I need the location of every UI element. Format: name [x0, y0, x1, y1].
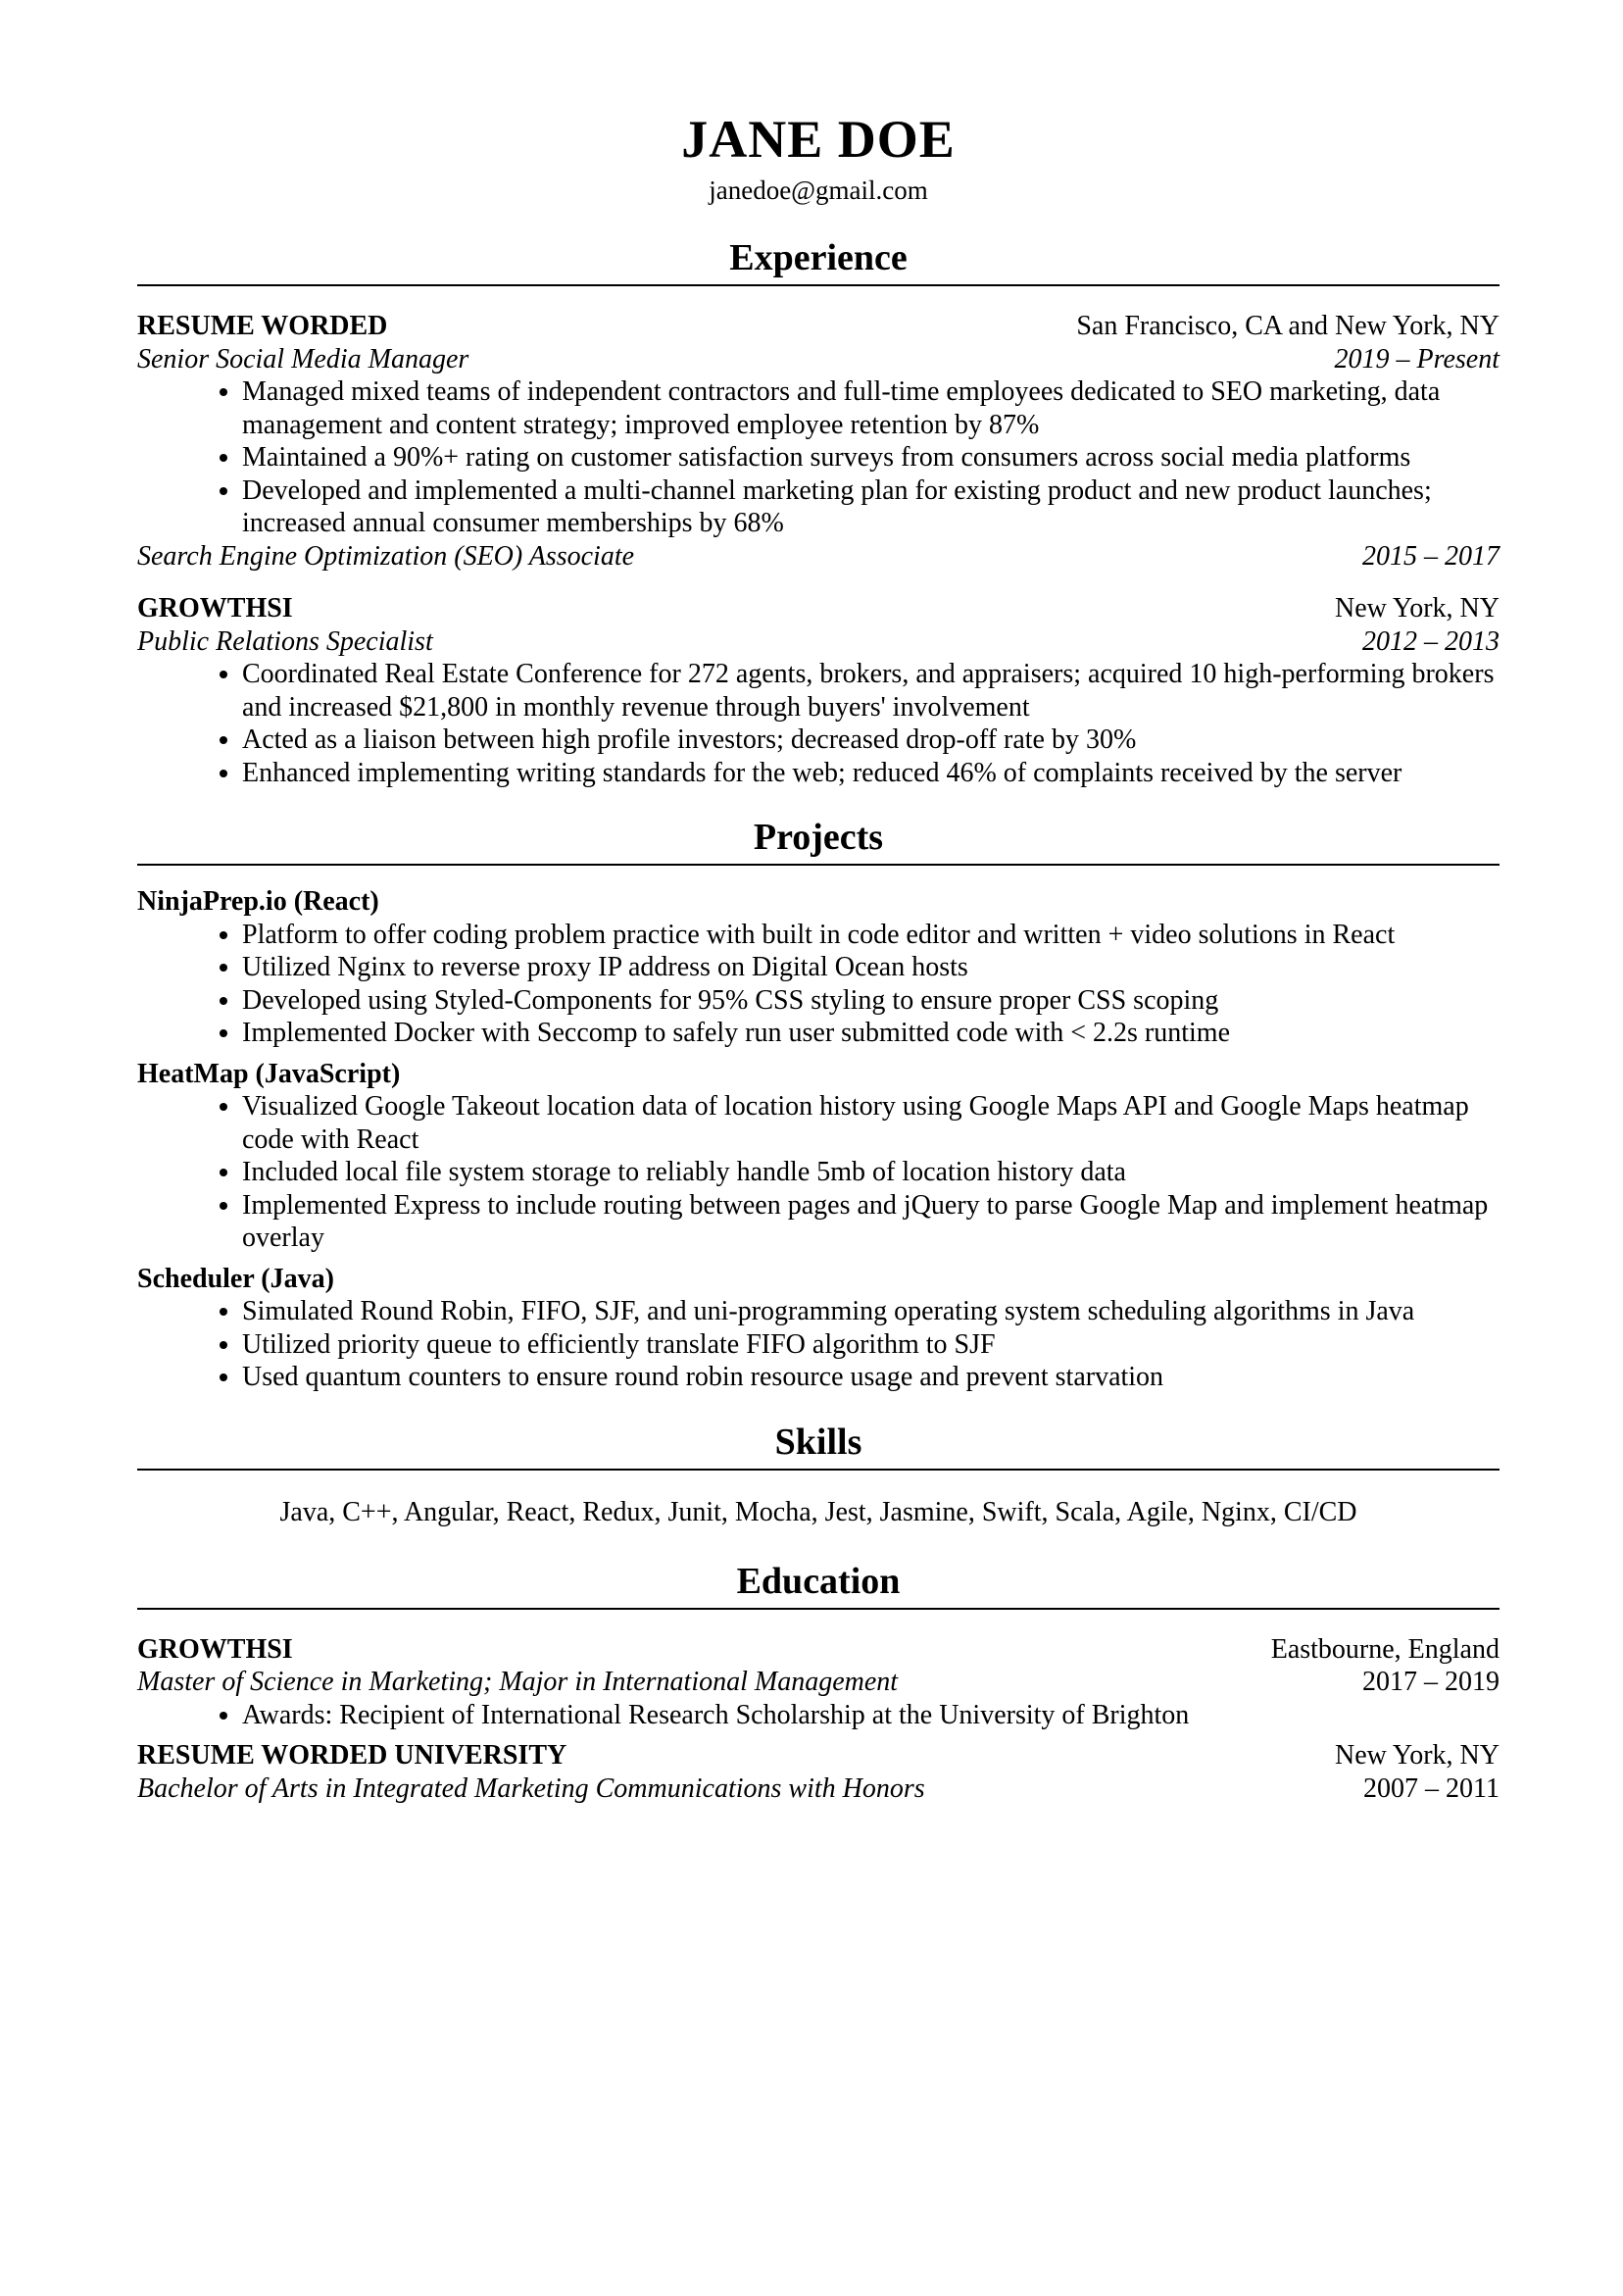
project-name: HeatMap (JavaScript) — [137, 1058, 401, 1089]
resume-name: JANE DOE — [681, 110, 956, 169]
role-title: Search Engine Optimization (SEO) Associate — [137, 540, 635, 572]
bullet-item: • Coordinated Real Estate Conference for 272 agents, brokers, and appraisers; acquired 10 high-performing brokers and increased $21,800 in monthly revenue through buyers' involvement — [242, 658, 1500, 724]
bullet-item: • Enhanced implementing writing standards for the web; reduced 46% of complaints received by the server — [242, 757, 1500, 790]
company-location: San Francisco, CA and New York, NY — [1076, 311, 1500, 341]
company-row — [137, 310, 1500, 343]
contact-email: janedoe@gmail.com — [709, 175, 928, 205]
bullet-item: • Utilized Nginx to reverse proxy IP address on Digital Ocean hosts — [242, 951, 1500, 984]
degree-dates: 2007 – 2011 — [1363, 1772, 1500, 1804]
company-row — [137, 592, 1500, 625]
bullet-item: • Utilized priority queue to efficiently translate FIFO algorithm to SJF — [242, 1328, 1500, 1362]
role-row — [137, 540, 1500, 574]
school-location: New York, NY — [1334, 1740, 1500, 1771]
project-entry-scheduler — [137, 1263, 1500, 1394]
school-name: RESUME WORDED UNIVERSITY — [137, 1740, 567, 1771]
role-bullets — [137, 375, 1500, 540]
section-title-projects: Projects — [137, 815, 1500, 866]
skills-list: Java, C++, Angular, React, Redux, Junit, Mocha, Jest, Jasmine, Swift, Scala, Agile, Nginx, CI/CD — [279, 1496, 1357, 1527]
bullet-item: • Included local file system storage to reliably handle 5mb of location history data — [242, 1156, 1500, 1189]
school-row — [137, 1633, 1500, 1667]
role-row — [137, 343, 1500, 376]
school-location: Eastbourne, England — [1270, 1633, 1500, 1665]
project-name: NinjaPrep.io (React) — [137, 886, 379, 917]
degree-row — [137, 1666, 1500, 1699]
bullet-item: • Simulated Round Robin, FIFO, SJF, and uni-programming operating system scheduling algorithms in Java — [242, 1295, 1500, 1328]
role-row — [137, 625, 1500, 659]
experience-entry-resume-worded — [137, 310, 1500, 573]
section-title-education: Education — [137, 1559, 1500, 1610]
role-dates: 2019 – Present — [1334, 343, 1500, 374]
education-entry-resume-worded-university — [137, 1739, 1500, 1805]
bullet-item: • Acted as a liaison between high profile investors; decreased drop-off rate by 30% — [242, 724, 1500, 757]
project-bullets — [137, 919, 1500, 1050]
role-title: Public Relations Specialist — [137, 625, 433, 657]
bullet-item: • Awards: Recipient of International Research Scholarship at the University of Brighton — [242, 1699, 1500, 1732]
degree-title: Bachelor of Arts in Integrated Marketing Communications with Honors — [137, 1772, 925, 1804]
education-bullets — [137, 1699, 1500, 1732]
school-row — [137, 1739, 1500, 1772]
project-bullets — [137, 1090, 1500, 1255]
bullet-item: • Implemented Express to include routing between pages and jQuery to parse Google Map and implement heatmap overlay — [242, 1189, 1500, 1255]
bullet-item: • Managed mixed teams of independent contractors and full-time employees dedicated to SEO marketing, data management and content strategy; improved employee retention by 87% — [242, 375, 1500, 441]
project-bullets — [137, 1295, 1500, 1394]
experience-entry-growthsi — [137, 592, 1500, 789]
bullet-item: • Platform to offer coding problem practice with built in code editor and written + video solutions in React — [242, 919, 1500, 952]
education-entry-growthsi — [137, 1633, 1500, 1732]
bullet-item: • Maintained a 90%+ rating on customer satisfaction surveys from consumers across social media platforms — [242, 441, 1500, 474]
bullet-item: • Used quantum counters to ensure round robin resource usage and prevent starvation — [242, 1361, 1500, 1394]
company-name: GROWTHSI — [137, 593, 293, 624]
company-location: New York, NY — [1334, 593, 1500, 624]
project-entry-ninjaprep — [137, 885, 1500, 1050]
bullet-item: • Visualized Google Takeout location data of location history using Google Maps API and Google Maps heatmap code with React — [242, 1090, 1500, 1156]
project-entry-heatmap — [137, 1058, 1500, 1255]
bullet-item: • Developed using Styled-Components for 95% CSS styling to ensure proper CSS scoping — [242, 984, 1500, 1018]
school-name: GROWTHSI — [137, 1633, 293, 1665]
role-bullets — [137, 658, 1500, 789]
bullet-item: • Implemented Docker with Seccomp to safely run user submitted code with < 2.2s runtime — [242, 1017, 1500, 1050]
project-name: Scheduler (Java) — [137, 1263, 334, 1294]
resume-page — [137, 108, 1500, 1805]
degree-row — [137, 1772, 1500, 1806]
section-title-experience: Experience — [137, 235, 1500, 286]
bullet-item: • Developed and implemented a multi-channel marketing plan for existing product and new product launches; increased annual consumer memberships by 68% — [242, 474, 1500, 540]
degree-title: Master of Science in Marketing; Major in International Management — [137, 1667, 899, 1697]
section-title-skills: Skills — [137, 1420, 1500, 1471]
degree-dates: 2017 – 2019 — [1362, 1667, 1500, 1697]
role-dates: 2012 – 2013 — [1362, 625, 1500, 657]
company-name: RESUME WORDED — [137, 311, 388, 341]
role-dates: 2015 – 2017 — [1362, 540, 1500, 572]
role-title: Senior Social Media Manager — [137, 343, 469, 374]
